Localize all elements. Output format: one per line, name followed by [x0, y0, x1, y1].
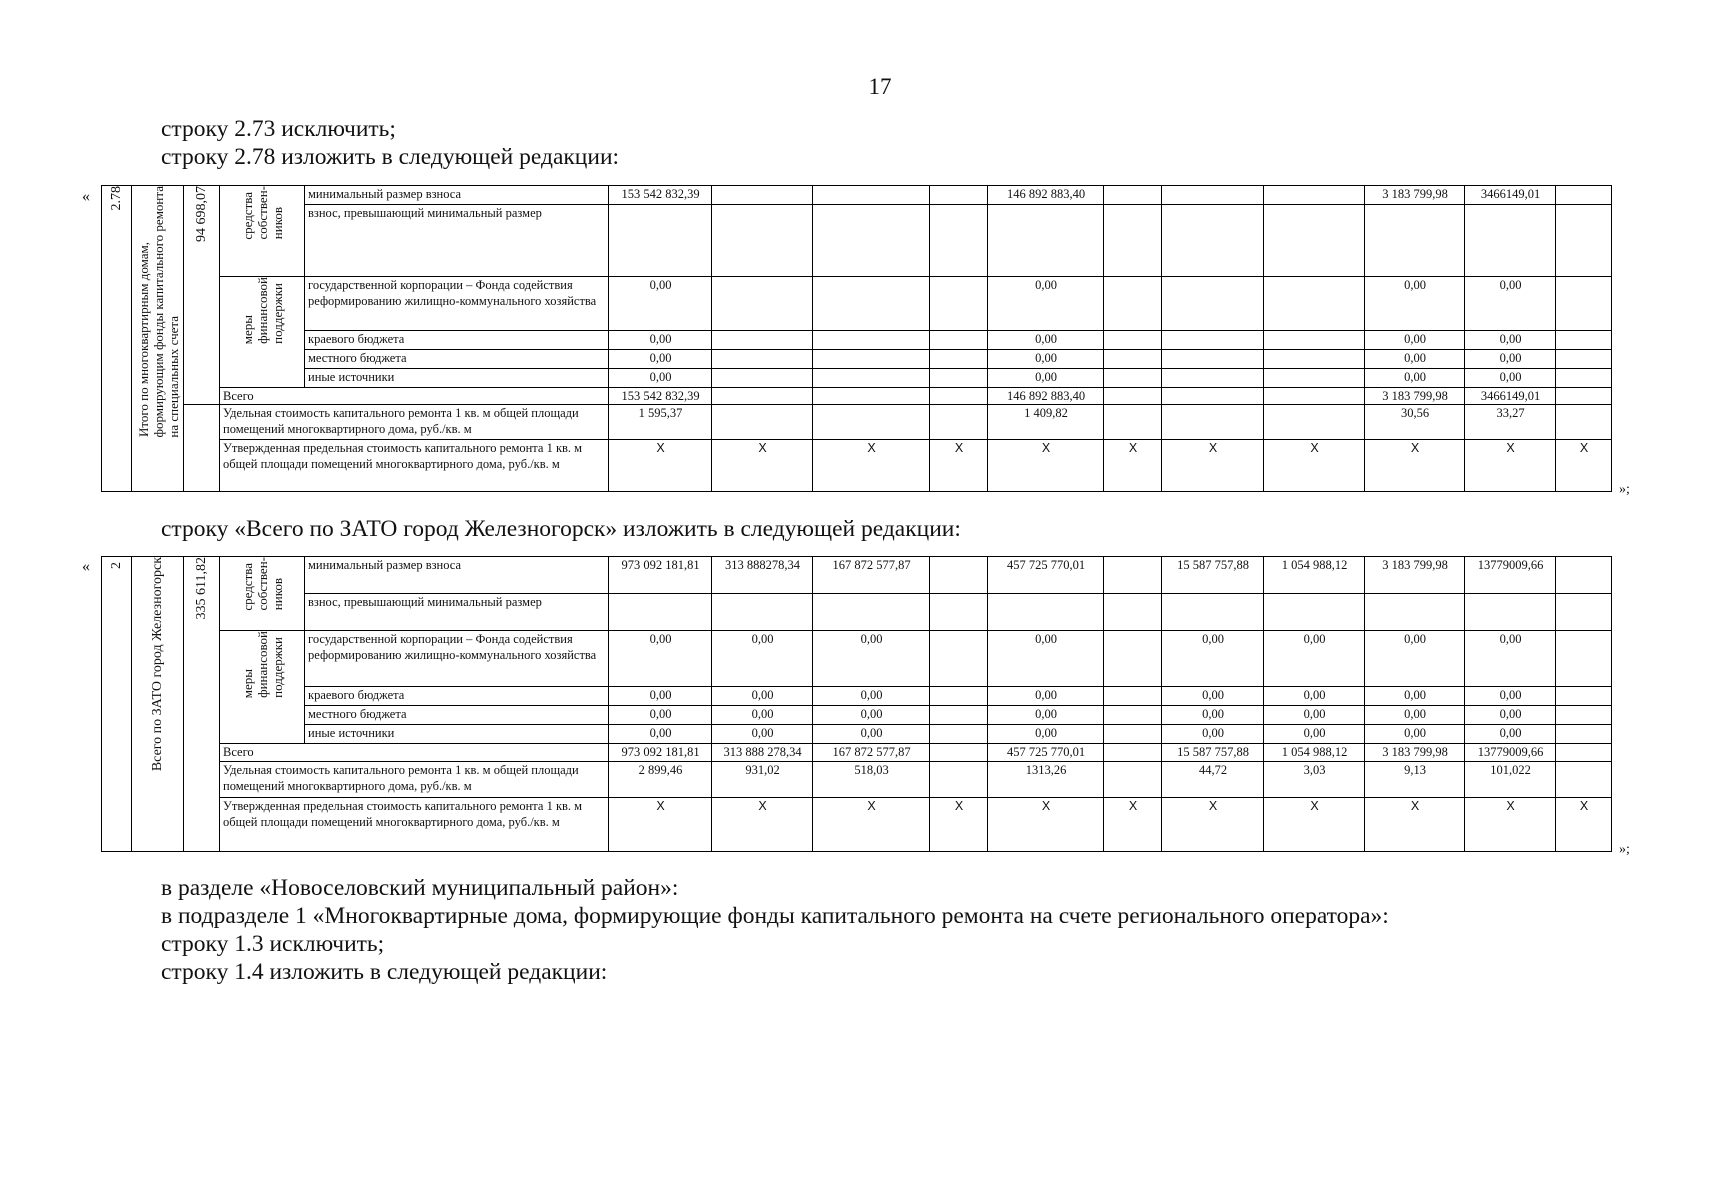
value-cell-min-fee: 13779009,66: [1465, 557, 1556, 594]
value-cell-fund: [1556, 631, 1612, 687]
value-cell-min-fee: [930, 186, 988, 205]
value-cell-fund: 0,00: [1264, 631, 1365, 687]
label-min-fee: минимальный размер взноса: [305, 557, 609, 594]
value-cell-local: 0,00: [813, 706, 930, 725]
value-cell-regional: 0,00: [712, 687, 813, 706]
value-cell-local: [1556, 350, 1612, 369]
value-cell-other: 0,00: [988, 369, 1104, 388]
label-other: иные источники: [305, 725, 609, 744]
value-cell-unit-cost: 9,13: [1365, 762, 1465, 798]
label-limit-cost: Утвержденная предельная стоимость капитального ремонта 1 кв. м общей площади помещений многоквартирного дома, руб./кв. м: [220, 440, 609, 492]
value-cell-over-fee: [988, 205, 1104, 277]
value-cell-regional: [1556, 331, 1612, 350]
label-min-fee: минимальный размер взноса: [305, 186, 609, 205]
value-cell-other: 0,00: [1264, 725, 1365, 744]
value-cell-fund: [1264, 277, 1365, 331]
group-own-line-3: ников: [270, 578, 285, 611]
value-cell-over-fee: [1556, 205, 1612, 277]
area-value: 94 698,07: [194, 186, 209, 242]
value-cell-min-fee: [1556, 186, 1612, 205]
value-cell-other: 0,00: [609, 369, 712, 388]
quote-close-2: »;: [1619, 842, 1630, 857]
value-cell-regional: [1162, 331, 1264, 350]
table-row-total-zheleznogorsk: [101, 556, 1612, 852]
x-mark-cell: X: [1365, 440, 1465, 492]
value-cell-local: [1104, 706, 1162, 725]
value-cell-total: 13779009,66: [1465, 744, 1556, 762]
label-total: Всего: [220, 744, 609, 762]
value-cell-over-fee: [813, 594, 930, 631]
value-cell-fund: [712, 277, 813, 331]
value-cell-other: [1162, 369, 1264, 388]
value-cell-local: 0,00: [1365, 350, 1465, 369]
value-cell-other: 0,00: [813, 725, 930, 744]
value-cell-over-fee: [1162, 205, 1264, 277]
value-cell-unit-cost: [930, 405, 988, 440]
value-cell-regional: 0,00: [1365, 687, 1465, 706]
value-cell-over-fee: [1264, 205, 1365, 277]
value-cell-total: [1104, 388, 1162, 405]
value-cell-unit-cost: [712, 405, 813, 440]
value-cell-unit-cost: 1 595,37: [609, 405, 712, 440]
value-cell-regional: 0,00: [1465, 687, 1556, 706]
row-number-cell: [102, 557, 132, 852]
value-cell-total: 167 872 577,87: [813, 744, 930, 762]
value-cell-local: 0,00: [988, 706, 1104, 725]
value-cell-local: [1556, 706, 1612, 725]
value-cell-fund: [930, 631, 988, 687]
value-cell-local: 0,00: [1465, 350, 1556, 369]
group-own-funds: [220, 557, 305, 631]
row-number: 2: [109, 562, 124, 569]
value-cell-local: [930, 706, 988, 725]
value-cell-over-fee: [1104, 594, 1162, 631]
group-own-line-1: средства: [240, 191, 255, 240]
row-number: 2.78: [109, 186, 124, 211]
value-cell-total: 1 054 988,12: [1264, 744, 1365, 762]
x-mark-cell: X: [813, 440, 930, 492]
value-cell-other: 0,00: [988, 725, 1104, 744]
row-name: Всего по ЗАТО город Железногорск: [150, 557, 165, 772]
group-support-line-1: меры: [240, 668, 255, 698]
group-own-line-3: ников: [270, 207, 285, 240]
value-cell-regional: 0,00: [609, 331, 712, 350]
value-cell-total: 973 092 181,81: [609, 744, 712, 762]
value-cell-min-fee: 167 872 577,87: [813, 557, 930, 594]
value-cell-min-fee: [1264, 186, 1365, 205]
row-number-cell: [102, 186, 132, 492]
value-cell-over-fee: [609, 205, 712, 277]
value-cell-fund: [1104, 277, 1162, 331]
value-cell-unit-cost: [1556, 405, 1612, 440]
closing-line-2: в подразделе 1 «Многоквартирные дома, формирующие фонды капитального ремонта на счете регионального оператора»:: [161, 903, 1389, 929]
row-name-line-2: формирующим фонды капитального ремонта: [150, 186, 166, 438]
area-value: 335 611,82: [194, 557, 209, 620]
value-cell-min-fee: [1104, 557, 1162, 594]
value-cell-total: 313 888 278,34: [712, 744, 813, 762]
value-cell-other: [1104, 725, 1162, 744]
label-unit-cost: Удельная стоимость капитального ремонта 1 кв. м общей площади помещений многоквартирного дома, руб./кв. м: [220, 405, 609, 440]
quote-close-1: »;: [1619, 482, 1630, 497]
quote-open-1: «: [82, 188, 90, 205]
value-cell-total: [1162, 388, 1264, 405]
group-own-line-2: собствен-: [255, 557, 270, 611]
value-cell-min-fee: 313 888278,34: [712, 557, 813, 594]
x-mark-cell: X: [1104, 440, 1162, 492]
value-cell-total: [813, 388, 930, 405]
value-cell-other: [930, 725, 988, 744]
value-cell-unit-cost: 1313,26: [988, 762, 1104, 798]
value-cell-other: 0,00: [1365, 725, 1465, 744]
value-cell-min-fee: 973 092 181,81: [609, 557, 712, 594]
value-cell-regional: 0,00: [988, 331, 1104, 350]
value-cell-total: 15 587 757,88: [1162, 744, 1264, 762]
value-cell-min-fee: 3 183 799,98: [1365, 557, 1465, 594]
label-local: местного бюджета: [305, 706, 609, 725]
value-cell-local: [1264, 350, 1365, 369]
value-cell-total: [930, 744, 988, 762]
row-name-cell: [132, 186, 184, 492]
value-cell-unit-cost: [1104, 762, 1162, 798]
label-fund: государственной корпорации – Фонда содействия реформированию жилищно-коммунального хозяйства: [305, 631, 609, 687]
value-cell-min-fee: [1162, 186, 1264, 205]
group-own-line-2: собствен-: [255, 186, 270, 240]
label-other: иные источники: [305, 369, 609, 388]
x-mark-cell: X: [1465, 798, 1556, 852]
value-cell-total: [712, 388, 813, 405]
value-cell-fund: 0,00: [1365, 631, 1465, 687]
x-mark-cell: X: [712, 440, 813, 492]
value-cell-other: 0,00: [1365, 369, 1465, 388]
table-row-2-78: [101, 185, 1612, 492]
group-own-funds: [220, 186, 305, 277]
value-cell-regional: [1556, 687, 1612, 706]
value-cell-over-fee: [930, 594, 988, 631]
value-cell-min-fee: [813, 186, 930, 205]
label-limit-cost: Утвержденная предельная стоимость капитального ремонта 1 кв. м общей площади помещений многоквартирного дома, руб./кв. м: [220, 798, 609, 852]
value-cell-unit-cost: 931,02: [712, 762, 813, 798]
x-mark-cell: X: [609, 440, 712, 492]
value-cell-other: 0,00: [1465, 725, 1556, 744]
value-cell-local: 0,00: [712, 706, 813, 725]
label-unit-cost: Удельная стоимость капитального ремонта 1 кв. м общей площади помещений многоквартирного дома, руб./кв. м: [220, 762, 609, 798]
value-cell-other: [930, 369, 988, 388]
value-cell-total: [1264, 388, 1365, 405]
value-cell-over-fee: [813, 205, 930, 277]
value-cell-over-fee: [1365, 594, 1465, 631]
x-mark-cell: X: [1162, 798, 1264, 852]
value-cell-fund: 0,00: [988, 277, 1104, 331]
x-mark-cell: X: [1104, 798, 1162, 852]
label-local: местного бюджета: [305, 350, 609, 369]
value-cell-over-fee: [1264, 594, 1365, 631]
group-support-line-1: меры: [240, 314, 255, 344]
value-cell-unit-cost: 44,72: [1162, 762, 1264, 798]
value-cell-fund: 0,00: [1162, 631, 1264, 687]
value-cell-regional: 0,00: [1465, 331, 1556, 350]
row-name-line-1: Итого по многоквартирным домам,: [135, 242, 151, 438]
label-regional: краевого бюджета: [305, 331, 609, 350]
value-cell-fund: 0,00: [609, 631, 712, 687]
x-mark-cell: X: [1556, 440, 1612, 492]
value-cell-unit-cost: [1264, 405, 1365, 440]
page-number: 17: [868, 74, 892, 99]
label-over-fee: взнос, превышающий минимальный размер: [305, 205, 609, 277]
value-cell-fund: 0,00: [1465, 631, 1556, 687]
label-regional: краевого бюджета: [305, 687, 609, 706]
x-mark-cell: X: [1556, 798, 1612, 852]
value-cell-unit-cost: 3,03: [1264, 762, 1365, 798]
value-cell-min-fee: [1556, 557, 1612, 594]
x-mark-cell: X: [1162, 440, 1264, 492]
value-cell-other: 0,00: [1465, 369, 1556, 388]
value-cell-over-fee: [1162, 594, 1264, 631]
x-mark-cell: X: [1465, 440, 1556, 492]
value-cell-fund: [1162, 277, 1264, 331]
area-cell-empty: [184, 405, 220, 492]
value-cell-total: [1556, 388, 1612, 405]
value-cell-regional: 0,00: [813, 687, 930, 706]
x-mark-cell: X: [930, 440, 988, 492]
value-cell-regional: [712, 331, 813, 350]
middle-paragraph: строку «Всего по ЗАТО город Железногорск» изложить в следующей редакции:: [161, 516, 961, 542]
group-support-line-2: финансовой: [255, 277, 270, 344]
row-name-line-3: на специальных счета: [165, 315, 181, 438]
x-mark-cell: X: [1264, 440, 1365, 492]
value-cell-unit-cost: [1556, 762, 1612, 798]
value-cell-min-fee: 3 183 799,98: [1365, 186, 1465, 205]
value-cell-other: 0,00: [712, 725, 813, 744]
value-cell-unit-cost: [813, 405, 930, 440]
value-cell-unit-cost: [1162, 405, 1264, 440]
label-over-fee: взнос, превышающий минимальный размер: [305, 594, 609, 631]
area-cell: [184, 557, 220, 852]
value-cell-local: 0,00: [609, 350, 712, 369]
group-support-line-3: поддержки: [270, 637, 285, 698]
x-mark-cell: X: [988, 440, 1104, 492]
x-mark-cell: X: [988, 798, 1104, 852]
x-mark-cell: X: [1264, 798, 1365, 852]
value-cell-local: 0,00: [988, 350, 1104, 369]
group-support-line-2: финансовой: [255, 631, 270, 698]
value-cell-total: 146 892 883,40: [988, 388, 1104, 405]
value-cell-regional: 0,00: [988, 687, 1104, 706]
value-cell-unit-cost: 518,03: [813, 762, 930, 798]
value-cell-total: [930, 388, 988, 405]
intro-line-2: строку 2.78 изложить в следующей редакции:: [161, 144, 620, 170]
x-mark-cell: X: [930, 798, 988, 852]
value-cell-min-fee: [712, 186, 813, 205]
value-cell-min-fee: 153 542 832,39: [609, 186, 712, 205]
group-financial-support: [220, 277, 305, 388]
value-cell-fund: 0,00: [988, 631, 1104, 687]
label-fund: государственной корпорации – Фонда содействия реформированию жилищно-коммунального хозяйства: [305, 277, 609, 331]
value-cell-unit-cost: 101,022: [1465, 762, 1556, 798]
group-support-line-3: поддержки: [270, 283, 285, 344]
quote-open-2: «: [82, 558, 90, 575]
value-cell-total: 3466149,01: [1465, 388, 1556, 405]
value-cell-min-fee: [930, 557, 988, 594]
value-cell-regional: [813, 331, 930, 350]
value-cell-regional: 0,00: [1365, 331, 1465, 350]
value-cell-other: [813, 369, 930, 388]
value-cell-min-fee: 146 892 883,40: [988, 186, 1104, 205]
value-cell-over-fee: [988, 594, 1104, 631]
x-mark-cell: X: [813, 798, 930, 852]
value-cell-over-fee: [1465, 205, 1556, 277]
value-cell-min-fee: 3466149,01: [1465, 186, 1556, 205]
value-cell-over-fee: [1465, 594, 1556, 631]
closing-line-4: строку 1.4 изложить в следующей редакции:: [161, 959, 608, 985]
value-cell-local: 0,00: [609, 706, 712, 725]
value-cell-local: 0,00: [1162, 706, 1264, 725]
closing-line-3: строку 1.3 исключить;: [161, 931, 385, 957]
value-cell-local: [712, 350, 813, 369]
value-cell-local: [813, 350, 930, 369]
value-cell-over-fee: [1104, 205, 1162, 277]
closing-line-1: в разделе «Новоселовский муниципальный район»:: [161, 875, 679, 901]
value-cell-unit-cost: [1104, 405, 1162, 440]
value-cell-unit-cost: [930, 762, 988, 798]
value-cell-local: 0,00: [1465, 706, 1556, 725]
value-cell-local: 0,00: [1264, 706, 1365, 725]
value-cell-local: [930, 350, 988, 369]
value-cell-fund: 0,00: [813, 631, 930, 687]
value-cell-local: [1104, 350, 1162, 369]
value-cell-other: [1264, 369, 1365, 388]
value-cell-local: [1162, 350, 1264, 369]
value-cell-total: [1556, 744, 1612, 762]
group-financial-support: [220, 631, 305, 744]
value-cell-regional: 0,00: [1264, 687, 1365, 706]
value-cell-other: [1556, 725, 1612, 744]
value-cell-over-fee: [712, 594, 813, 631]
value-cell-regional: 0,00: [1162, 687, 1264, 706]
value-cell-total: 3 183 799,98: [1365, 744, 1465, 762]
value-cell-regional: [1104, 331, 1162, 350]
value-cell-unit-cost: 33,27: [1465, 405, 1556, 440]
value-cell-unit-cost: 2 899,46: [609, 762, 712, 798]
row-name-cell: [132, 557, 184, 852]
group-own-line-1: средства: [240, 562, 255, 611]
value-cell-min-fee: 1 054 988,12: [1264, 557, 1365, 594]
value-cell-fund: [1104, 631, 1162, 687]
value-cell-fund: 0,00: [712, 631, 813, 687]
value-cell-other: [1556, 369, 1612, 388]
value-cell-min-fee: 457 725 770,01: [988, 557, 1104, 594]
value-cell-regional: [930, 687, 988, 706]
value-cell-fund: [930, 277, 988, 331]
value-cell-other: [1104, 369, 1162, 388]
value-cell-over-fee: [609, 594, 712, 631]
x-mark-cell: X: [712, 798, 813, 852]
value-cell-min-fee: [1104, 186, 1162, 205]
value-cell-other: 0,00: [1162, 725, 1264, 744]
value-cell-fund: [1556, 277, 1612, 331]
x-mark-cell: X: [1365, 798, 1465, 852]
value-cell-local: 0,00: [1365, 706, 1465, 725]
intro-line-1: строку 2.73 исключить;: [161, 116, 396, 142]
value-cell-fund: 0,00: [609, 277, 712, 331]
value-cell-fund: 0,00: [1365, 277, 1465, 331]
value-cell-total: 3 183 799,98: [1365, 388, 1465, 405]
value-cell-min-fee: 15 587 757,88: [1162, 557, 1264, 594]
value-cell-over-fee: [1556, 594, 1612, 631]
value-cell-fund: [813, 277, 930, 331]
value-cell-unit-cost: 1 409,82: [988, 405, 1104, 440]
value-cell-fund: 0,00: [1465, 277, 1556, 331]
value-cell-unit-cost: 30,56: [1365, 405, 1465, 440]
value-cell-regional: [930, 331, 988, 350]
value-cell-other: [712, 369, 813, 388]
x-mark-cell: X: [609, 798, 712, 852]
value-cell-total: 153 542 832,39: [609, 388, 712, 405]
label-total: Всего: [220, 388, 609, 405]
value-cell-regional: 0,00: [609, 687, 712, 706]
area-cell: [184, 186, 220, 405]
value-cell-other: 0,00: [609, 725, 712, 744]
value-cell-over-fee: [712, 205, 813, 277]
value-cell-regional: [1264, 331, 1365, 350]
value-cell-total: [1104, 744, 1162, 762]
value-cell-over-fee: [930, 205, 988, 277]
value-cell-total: 457 725 770,01: [988, 744, 1104, 762]
value-cell-regional: [1104, 687, 1162, 706]
value-cell-over-fee: [1365, 205, 1465, 277]
